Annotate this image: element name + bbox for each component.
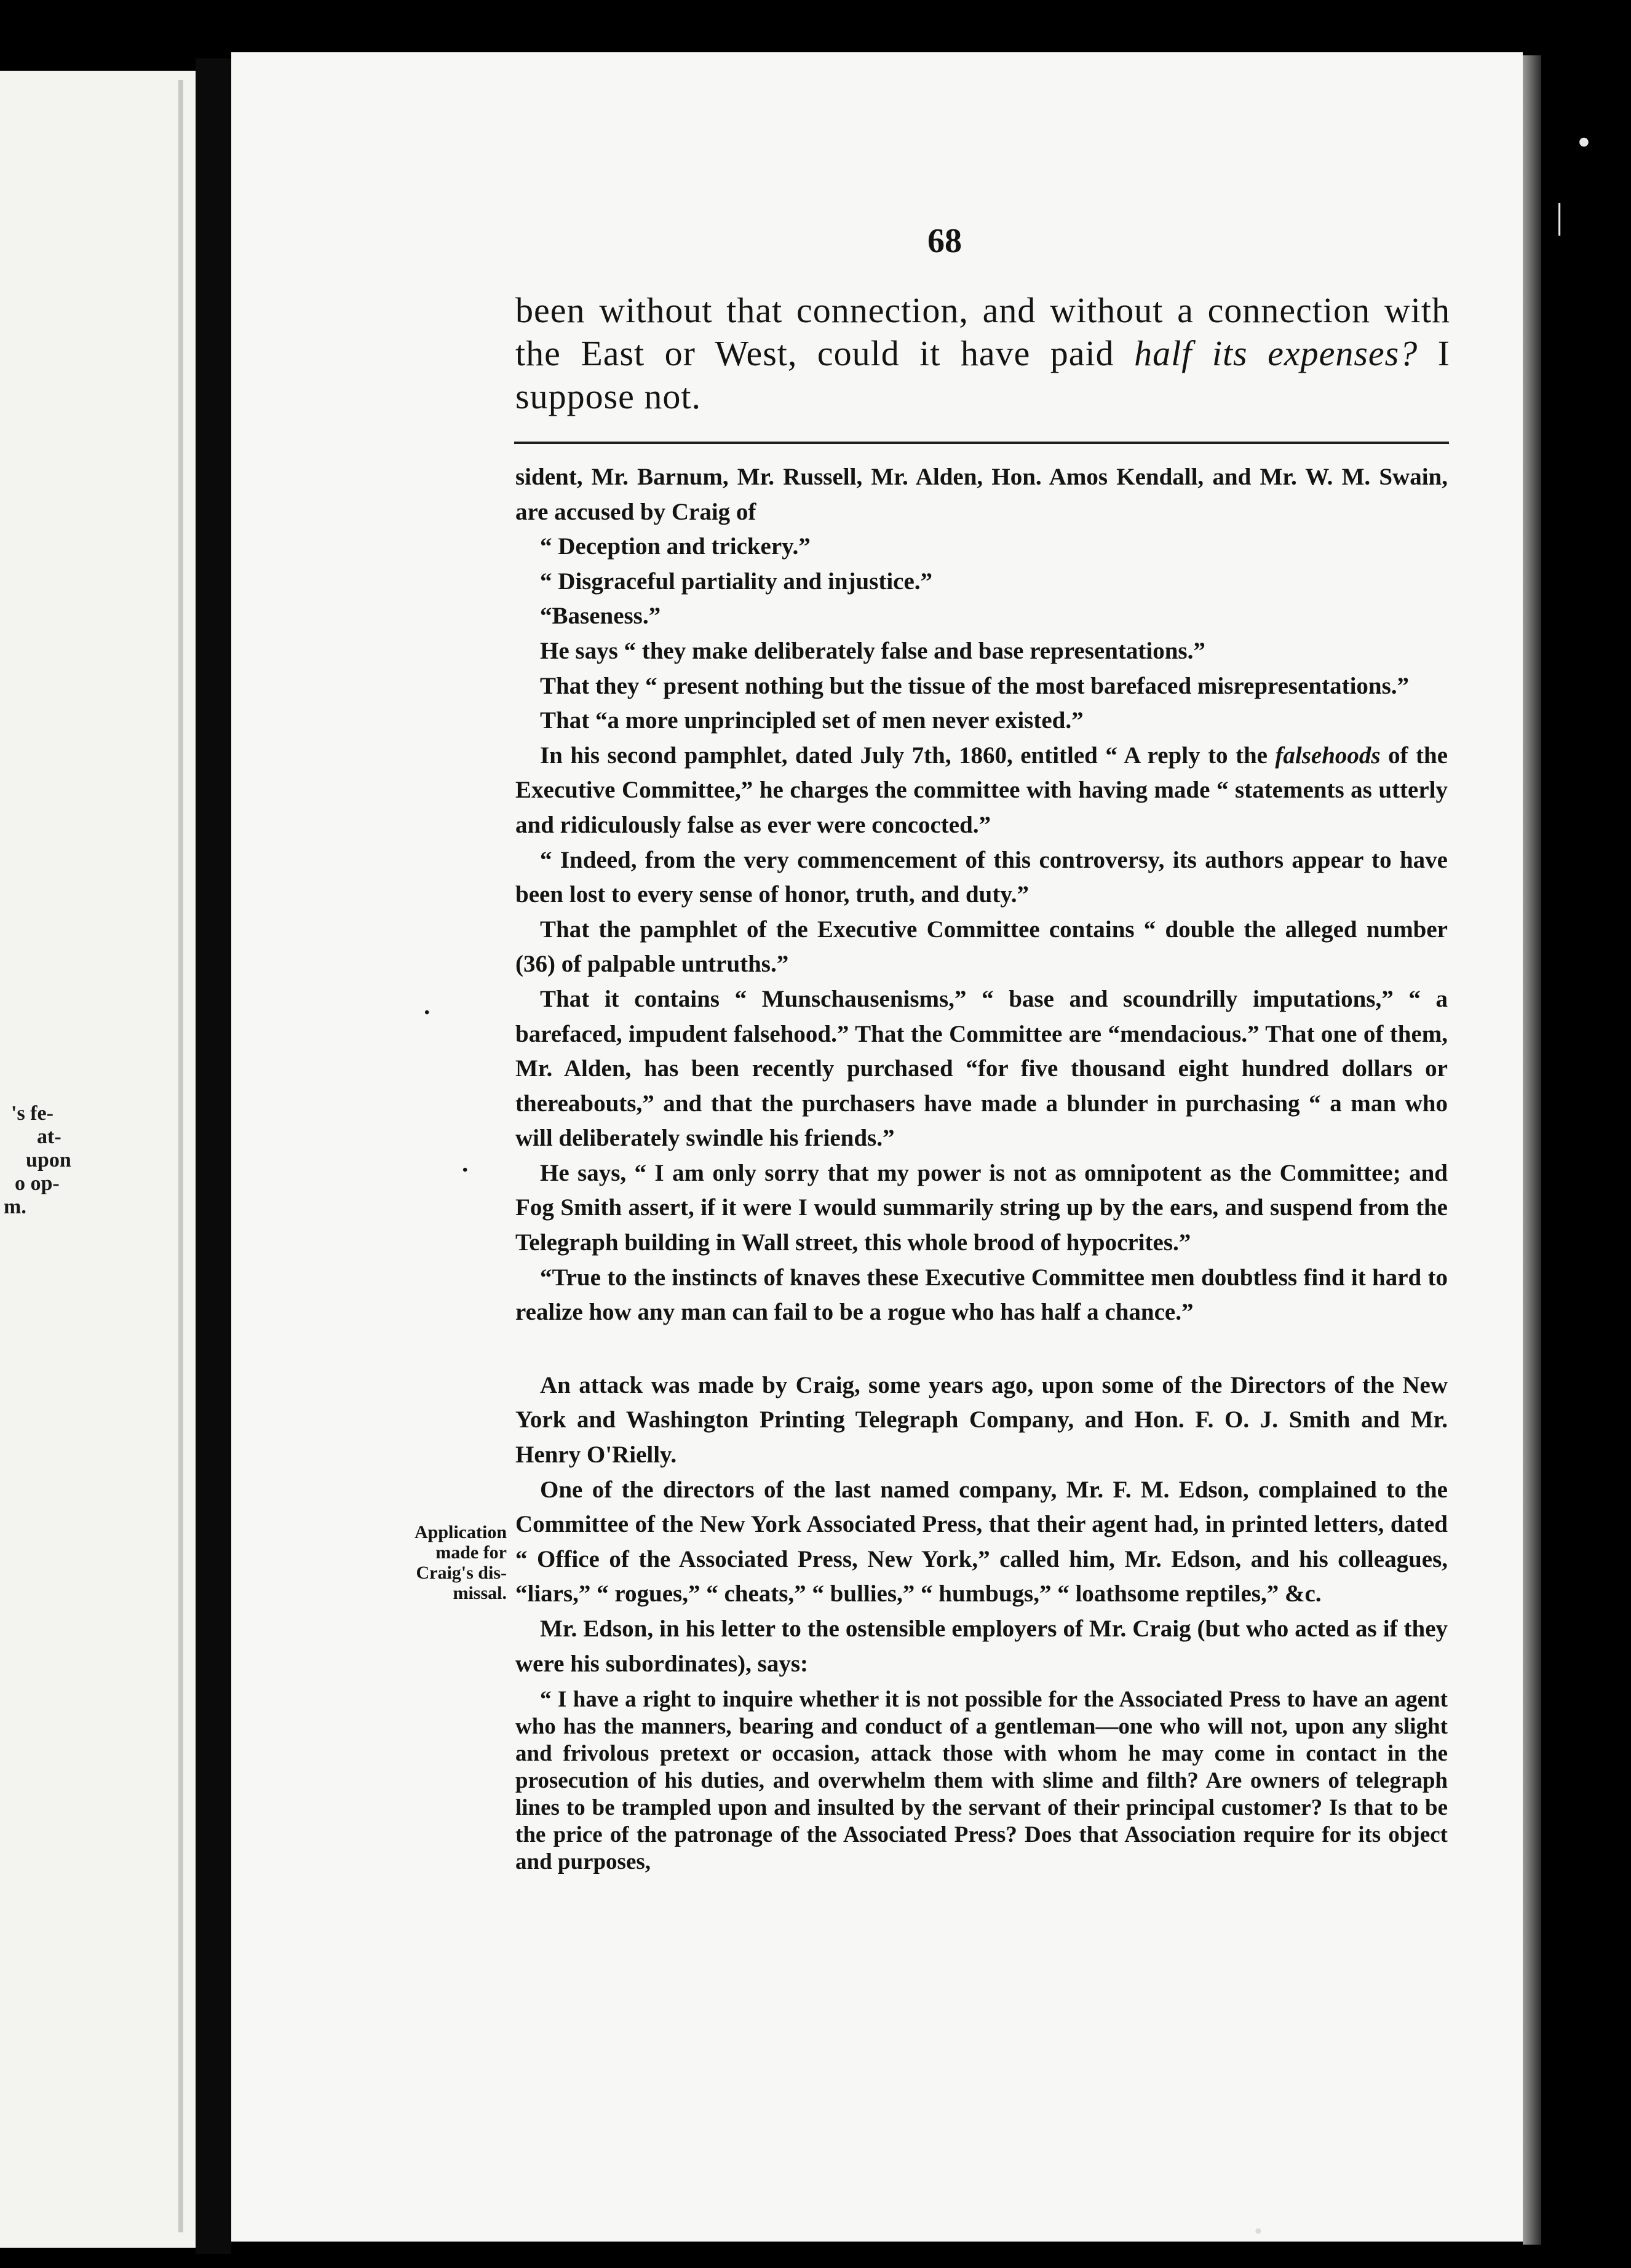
paragraph: That “a more unprincipled set of men never existed.” [540, 707, 1084, 734]
gutter [196, 58, 231, 2254]
fragment-line: at- [37, 1125, 62, 1148]
page-number: 68 [927, 222, 962, 260]
paragraph: In his second pamphlet, dated July 7th, 1860, entitled “ A reply to the falsehoods of the Executive Committee,” he charges the committee with having made “ statements as utterly and ridiculously false as ever were concocted.” [515, 742, 1448, 838]
paragraph: That it contains “ Munschausenisms,” “ base and scoundrilly imputations,” “ a barefaced, impudent falsehood.” That the Committee are “mendacious.” That one of them, Mr. Alden, has been recently purchased “for five thousand eight hundred dollars or thereabouts,” and that the purchasers have made a blunder in purchasing “ a man who will deliberately swindle his friends.” [515, 985, 1448, 1152]
scan-speck: • [1578, 124, 1590, 161]
fragment-line: 's fe- [11, 1102, 54, 1125]
right-page-edge-shadow [1523, 55, 1541, 2245]
fragment-line: o op- [15, 1172, 60, 1195]
paragraph: He says, “ I am only sorry that my power is not as omnipotent as the Committee; and Fog Smith assert, if it were I would summarily string up by the ears, and suspend from the Telegraph building in Wall street, this whole brood of hypocrites.” [515, 1159, 1448, 1256]
left-page-edge [178, 80, 183, 2232]
fragment-line: m. [4, 1195, 26, 1218]
section-rule [514, 442, 1449, 444]
paragraph: He says “ they make deliberately false and base representations.” [540, 637, 1205, 664]
paragraph: Mr. Edson, in his letter to the ostensible employers of Mr. Craig (but who acted as if they were his subordinates), says: [515, 1616, 1448, 1677]
paragraph: “Baseness.” [540, 603, 661, 630]
section-gap [515, 1330, 1448, 1368]
paragraph: An attack was made by Craig, some years ago, upon some of the Directors of the New York and Washington Printing Telegraph Company, and Hon. F. O. J. Smith and Mr. Henry O'Rielly. [515, 1371, 1448, 1469]
scan-speck: • [1255, 2220, 1262, 2243]
paragraph: sident, Mr. Barnum, Mr. Russell, Mr. Alden, Hon. Amos Kendall, and Mr. W. M. Swain, are accused by Craig of [515, 464, 1448, 525]
fragment-line: upon [26, 1149, 71, 1172]
margin-speck: • [462, 1162, 468, 1178]
paragraph: That the pamphlet of the Executive Committee contains “ double the alleged number (36) of palpable untruths.” [515, 916, 1448, 978]
scan-border [1541, 0, 1631, 2268]
lead-text: been without that connection, and without a connection with the East or West, could it have paid [515, 290, 1450, 373]
scan-speck: │ [1550, 204, 1569, 234]
lead-italic: half its expenses? [1134, 333, 1418, 373]
margin-note-line: missal. [453, 1583, 507, 1603]
paragraph: That they “ present nothing but the tissue of the most barefaced misrepresentations.” [540, 672, 1410, 699]
paragraph: “ Disgraceful partiality and injustice.” [540, 568, 933, 595]
paragraph: “ Indeed, from the very commencement of this controversy, its authors appear to have been lost to every sense of honor, truth, and duty.” [515, 846, 1448, 908]
margin-note-line: made for [435, 1542, 507, 1563]
left-page-margin-fragments [0, 1102, 92, 1219]
block-quote: “ I have a right to inquire whether it is not possible for the Associated Press to have an agent who has the manners, bearing and conduct of a gentleman—one who will not, upon any slight and frivolous pretext or occasion, attack those with whom he may come in contact in the prosecution of his duties, and overwhelm them with slime and filth? Are owners of telegraph lines to be trampled upon and insulted by the servant of their principal customer? Is that to be the price of the patronage of the Associated Press? Does that Association require for its object and purposes, [515, 1687, 1448, 1875]
italic-text: falsehoods [1275, 742, 1381, 769]
lead-text-end: I suppose not. [515, 333, 1451, 416]
margin-speck: • [424, 1005, 430, 1021]
margin-note-line: Craig's dis- [416, 1563, 507, 1583]
paragraph: “ Deception and trickery.” [540, 533, 811, 560]
continued-paragraph [515, 289, 1450, 418]
margin-note [391, 1522, 507, 1603]
margin-note-line: Application [414, 1522, 507, 1542]
paragraph: “True to the instincts of knaves these Executive Committee men doubtless find it hard to realize how any man can fail to be a rogue who has half a chance.” [515, 1264, 1448, 1326]
body-text [515, 460, 1448, 1876]
paragraph: One of the directors of the last named company, Mr. F. M. Edson, complained to the Committee of the New York Associated Press, that their agent had, in printed letters, dated “ Office of the Associated Press, New York,” called him, Mr. Edson, and his colleagues, “liars,” “ rogues,” “ cheats,” “ bullies,” “ humbugs,” “ loathsome reptiles,” &c. [515, 1476, 1448, 1608]
